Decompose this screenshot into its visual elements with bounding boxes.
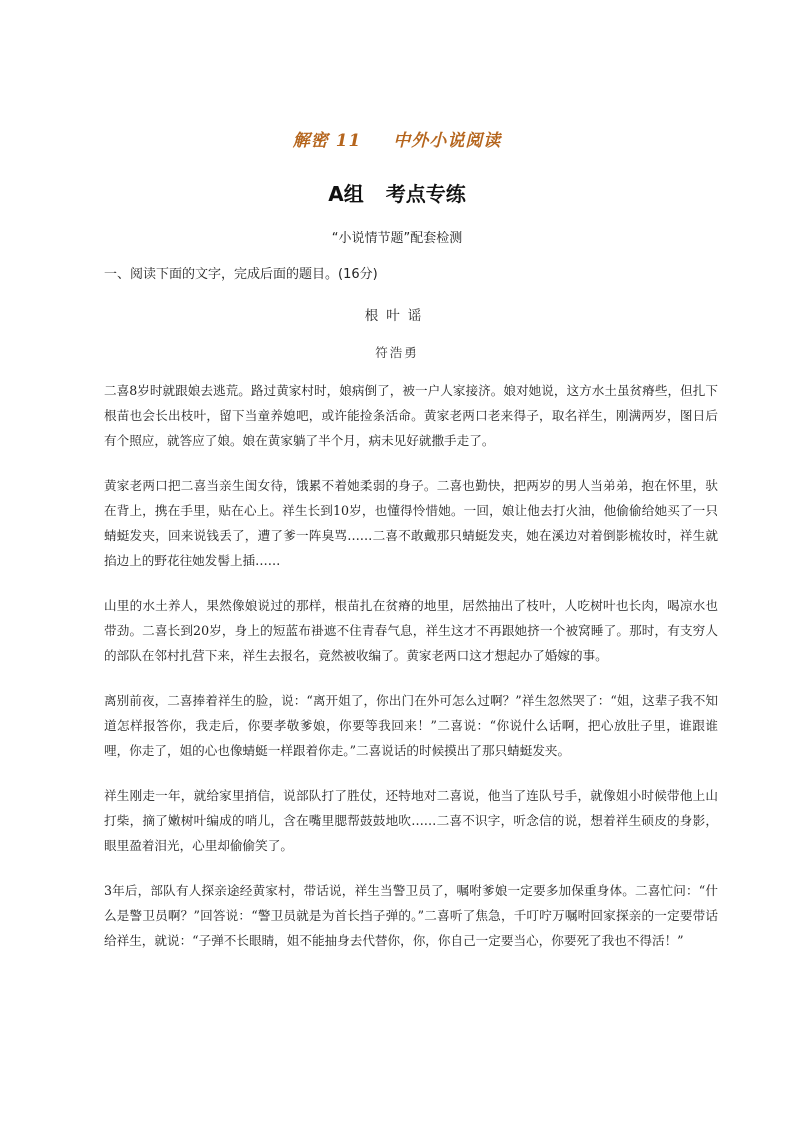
story-paragraph: 黄家老两口把二喜当亲生闺女待，饿累不着她柔弱的身子。二喜也勤快，把两岁的男人当弟弟，抱在怀里，驮在背上，携在手里，贴在心上。祥生长到10岁，也懂得怜惜她。一回，娘让他去打火油，他偷偷给她买了一只蜻蜓发夹，回来说钱丢了，遭了爹一阵臭骂……二喜不敢戴那只蜻蜓发夹，她在溪边对着倒影梳妆时，祥生就掐边上的野花往她发髻上插…… [104,478,718,568]
section-subtitle: “小说情节题”配套检测 [331,231,463,246]
story-title: 根叶谣 [364,308,430,324]
section-name: 考点专练 [385,182,466,206]
story-paragraph: 祥生刚走一年，就给家里捎信，说部队打了胜仗，还特地对二喜说，他当了连队号手，就像姐小时候带他上山打柴，摘了嫩树叶编成的哨儿，含在嘴里腮帮鼓鼓地吹……二喜不识字，听念信的说，想着祥生硕皮的身影，眼里盈着泪光，心里却偷偷笑了。 [104,788,718,853]
story-paragraph: 3年后，部队有人探亲途经黄家村，带话说，祥生当警卫员了，嘱咐爹娘一定要多加保重身体。二喜忙问：“什么是警卫员啊？”回答说：“警卫员就是为首长挡子弹的。”二喜听了焦急，千叮咛万嘱咐回家探亲的一定要带话给祥生，就说：“子弹不长眼睛，姐不能抽身去代替你，你，你自己一定要当心，你要死了我也不得活！” [104,883,718,948]
chapter-header [0,126,794,151]
section-title [0,178,794,207]
story-author: 符浩勇 [375,345,419,360]
chapter-topic: 中外小说阅读 [393,131,502,151]
chapter-label: 解密 [292,131,329,151]
story-body [104,378,718,973]
section-group: A组 [328,182,364,206]
story-paragraph: 离别前夜，二喜捧着祥生的脸，说：“离开姐了，你出门在外可怎么过啊？”祥生忽然哭了：“姐，这辈子我不知道怎样报答你，我走后，你要孝敬爹娘，你要等我回来！”二喜说：“你说什么话啊，把心放肚子里，谁跟谁哩，你走了，姐的心也像蜻蜓一样跟着你走。”二喜说话的时候摸出了那只蜻蜓发夹。 [104,693,718,758]
chapter-number: 11 [335,131,362,151]
story-paragraph: 山里的水土养人，果然像娘说过的那样，根苗扎在贫瘠的地里，居然抽出了枝叶，人吃树叶也长肉，喝凉水也带劲。二喜长到20岁，身上的短蓝布褂遮不住青春气息，祥生这才不再跟她挤一个被窝睡了。那时，有支穷人的部队在邻村扎营下来，祥生去报名，竟然被收编了。黄家老两口这才想起办了婚嫁的事。 [104,598,718,663]
story-paragraph: 二喜8岁时就跟娘去逃荒。路过黄家村时，娘病倒了，被一户人家接济。娘对她说，这方水土虽贫瘠些，但扎下根苗也会长出枝叶，留下当童养媳吧，或许能捡条活命。黄家老两口老来得子，取名祥生，刚满两岁，图日后有个照应，就答应了娘。娘在黄家躺了半个月，病未见好就撒手走了。 [104,383,718,448]
question-prompt: 一、阅读下面的文字，完成后面的题目。(16分) [104,267,378,282]
